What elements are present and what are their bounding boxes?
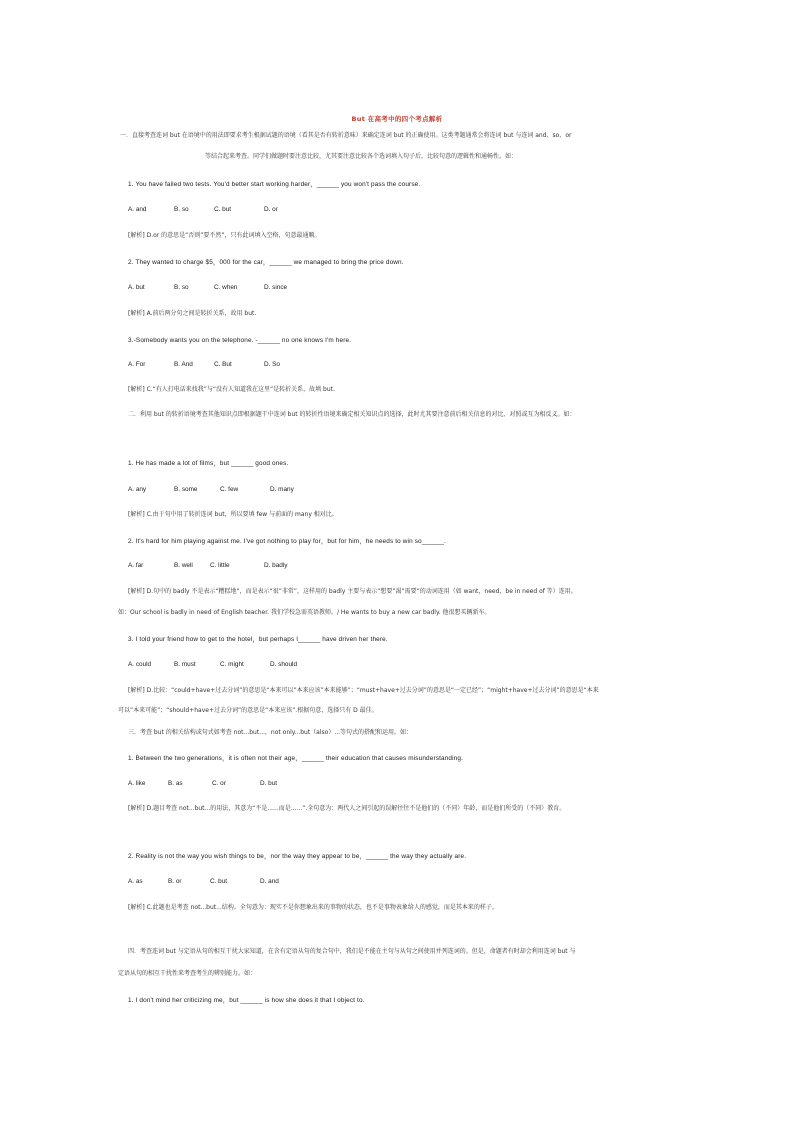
option-b: B. And: [174, 361, 193, 368]
question-3-analysis: [解析] C.“有人打电话来找我”与“没有人知道我在这里”是转折关系，故填 but.: [128, 386, 335, 393]
section-4-intro-line-1: 四．考查连词 but 与定语从句的相互干扰大家知道，在含有定语从句的复合句中，我们是不能在主句与从句之间使用并列连词的。但是，命题者有时却会利用连词 but 与: [128, 948, 576, 955]
option-a: A. any: [128, 486, 147, 493]
option-c: C. but: [214, 206, 232, 213]
option-c: C. or: [212, 780, 226, 787]
question-5-analysis-line-1: [解析] D.句中的 badly 不是表示“糟糕地”，而是表示“很”非常”，这样用的 badly 主要与表示“想要”渴”需要”的动词连用（如 want，need，be in need of 等）连用。: [128, 588, 577, 595]
question-5: 2. It's hard for him playing against me. I've got nothing to play for，but for him，he needs to win so______.: [128, 538, 446, 545]
question-7-options: [128, 780, 277, 787]
option-b: B. some: [174, 486, 198, 493]
option-a: A. could: [128, 661, 152, 668]
page-title: But 在高考中的四个考点解析: [351, 115, 443, 123]
question-7: 1. Between the two generations，it is often not their age，______ their education that causes misunderstanding.: [128, 755, 464, 762]
option-a: A. and: [128, 206, 147, 213]
question-1-analysis: [解析] D.or 的意思是“否则”要不然”，只有此词填入空格，句意最通顺。: [128, 232, 321, 239]
option-b: B. or: [168, 878, 182, 885]
option-c: C. few: [220, 486, 239, 493]
question-4: 1. He has made a lot of films，but ______ good ones.: [128, 460, 289, 467]
question-8-options: [128, 878, 279, 885]
option-a: A. as: [128, 878, 143, 885]
question-7-analysis: [解析] D.题目考查 not...but...的用法，其意为“不是......而是......”.全句意为：两代人之间引起的误解往往不是他们的（不同）年龄，而是他们所受的（不同）教育。: [128, 805, 566, 812]
question-3: 3.-Somebody wants you on the telephone. -______ no one knows I'm here.: [128, 337, 352, 344]
option-d: D. or: [264, 206, 278, 213]
question-6-analysis-line-1: [解析] D.比较：“could+have+过去分词”的意思是“本来可以”本来应该”本来能够”；“must+have+过去分词”的意思是“一定已经”；“might+have+过去分词”的意思是“本来: [128, 687, 599, 694]
option-b: B. well: [174, 562, 193, 569]
option-d: D. many: [270, 486, 294, 493]
question-6-options: [128, 661, 297, 668]
option-c: C. when: [214, 284, 238, 291]
option-d: D. So: [264, 361, 280, 368]
question-8-analysis: [解析] C.此题也是考查 not...but...结构。全句意为：现实不是你想象出来的事物的状态，也不是事物表象给人的感觉，而是其本来的样子。: [128, 904, 498, 911]
question-6: 3. I told your friend how to get to the hotel，but perhaps I______ have driven her there.: [128, 636, 388, 643]
question-2-options: [128, 284, 287, 291]
question-8: 2. Reality is not the way you wish things to be，nor the way they appear to be，______ the way they actually are.: [128, 853, 467, 860]
option-d: D. badly: [264, 562, 288, 569]
question-9: 1. I don't mind her criticizing me，but ______ is how she does it that I object to.: [128, 997, 365, 1004]
option-c: C. But: [214, 361, 232, 368]
question-3-options: [128, 361, 280, 368]
question-4-options: [128, 486, 294, 493]
option-c: C. little: [210, 562, 230, 569]
section-1-intro-line-1: 一．直接考查连词 but 在语境中的用法即要求考生根据试题的语境（看其是否有转折意味）来确定连词 but 的正确使用。这类考题通常会将连词 but 与连词 and、so、or: [120, 132, 572, 139]
section-1-intro-line-2: 等结合起来考查。同学们做题时要注意比较，尤其要注意比较各个选词填入句子后，比较句意的逻辑性和通畅性。如：: [205, 153, 518, 160]
question-2-analysis: [解析] A.前后两分句之间是转折关系，故用 but.: [128, 310, 257, 317]
question-5-analysis-line-2: 如：Our school is badly in need of English teacher. 我们学校急需英语教师。/ He wants to buy a new car badly. 他很想买辆新车。: [118, 609, 491, 616]
option-d: D. since: [264, 284, 288, 291]
option-a: A. but: [128, 284, 145, 291]
question-1-options: [128, 206, 278, 213]
section-2-intro: 二．利用 but 的转折语境考查其他知识点即根据题干中连词 but 的转折性语境来确定相关知识点的选择，此时尤其要注意前后相关信息的对比、对照或互为相反义。如：: [128, 411, 576, 418]
option-d: D. and: [260, 878, 279, 885]
question-5-options: [128, 562, 287, 569]
question-4-analysis: [解析] C.由于句中用了转折连词 but，所以要填 few 与前面的 many 相对比。: [128, 511, 338, 518]
option-a: A. far: [128, 562, 144, 569]
option-c: C. might: [220, 661, 244, 668]
question-1: 1. You have failed two tests. You'd better start working harder，______ you won't pass the course.: [128, 181, 421, 188]
option-b: B. so: [174, 206, 189, 213]
option-d: D. should: [270, 661, 297, 668]
option-a: A. For: [128, 361, 146, 368]
option-b: B. must: [174, 661, 196, 668]
section-3-intro: 三．考查 but 的相关结构或句式如考查 not...but...，not only...but（also）...等句式的搭配和运用。如：: [128, 729, 413, 736]
option-a: A. like: [128, 780, 146, 787]
option-d: D. but: [260, 780, 278, 787]
option-c: C. but: [210, 878, 228, 885]
option-b: B. as: [168, 780, 183, 787]
section-4-intro-line-2: 定语从句的相互干扰性来考查考生的辨别能力。如：: [118, 970, 257, 977]
question-2: 2. They wanted to charge $5，000 for the car，______ we managed to bring the price down.: [128, 259, 404, 266]
question-6-analysis-line-2: 可以”本来可能”；“should+have+过去分词”的意思是“本来应该”.根据句意，选择只有 D 最佳。: [118, 707, 378, 714]
option-b: B. so: [174, 284, 189, 291]
